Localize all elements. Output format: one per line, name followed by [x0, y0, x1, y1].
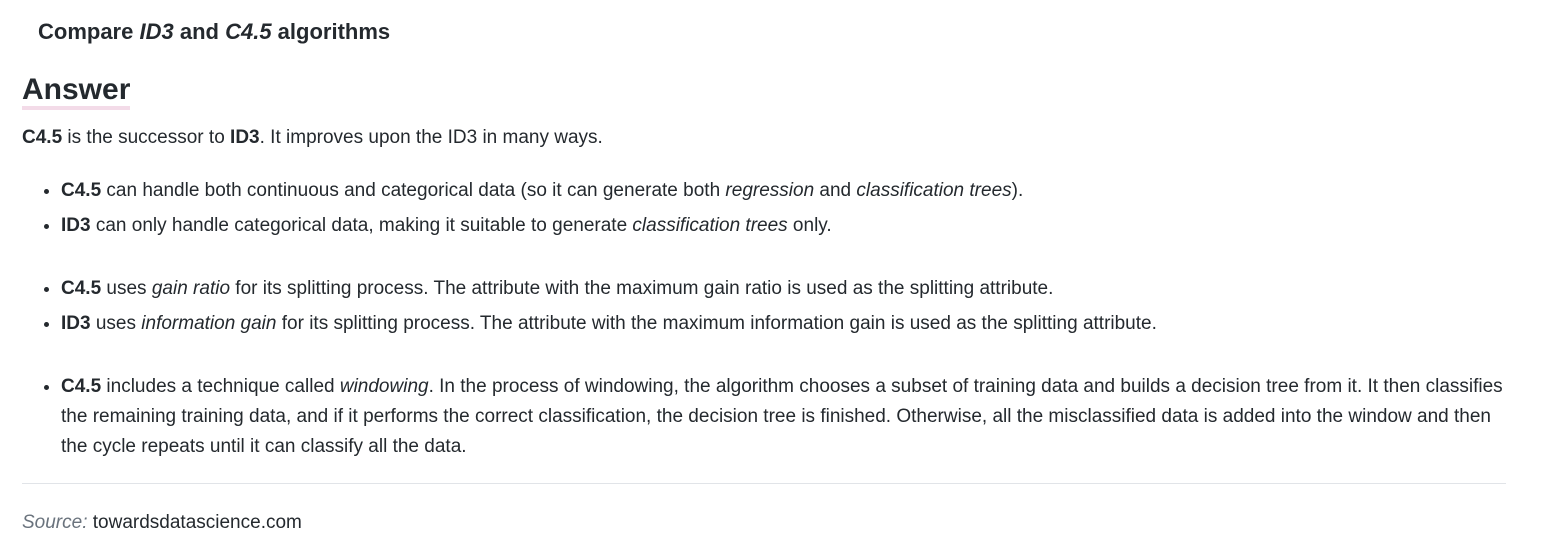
item-text: ). [1011, 180, 1024, 201]
item-text: for its splitting process. The attribute with the maximum gain ratio is used as the splitting attribute. [230, 278, 1054, 299]
intro-paragraph [22, 125, 603, 151]
intro-bold-id3: ID3 [230, 127, 260, 148]
intro-text-1: is the successor to [62, 127, 231, 148]
item-text: uses [90, 313, 142, 334]
question-suffix: algorithms [271, 19, 391, 44]
item-text: for its splitting process. The attribute with the maximum information gain is used as the splitting attribute. [276, 313, 1157, 334]
list-item [61, 173, 1511, 208]
item-algorithm: ID3 [61, 313, 91, 334]
intro-text-2: . It improves upon the ID3 in many ways. [259, 127, 603, 148]
question-middle: and [173, 19, 226, 44]
answer-heading-text: Answer [22, 73, 130, 110]
item-text: . In the process of windowing, the algorithm chooses a subset of training data and builds a decision tree from it. It then classifies the remaining training data, and if it performs the correct classification, the decision tree is finished. Otherwise, all the misclassified data is added into the window and then the cycle repeats until it can classify all the data. [61, 376, 1503, 457]
item-emphasis: gain ratio [151, 278, 231, 299]
item-emphasis: regression [725, 180, 815, 201]
item-algorithm: C4.5 [61, 180, 102, 201]
item-emphasis: windowing [339, 376, 429, 397]
item-text: and [814, 180, 857, 201]
list-item [61, 208, 1511, 243]
question-term-c45: C4.5 [225, 19, 272, 44]
list-item [61, 306, 1511, 341]
question-prefix: Compare [38, 19, 140, 44]
item-algorithm: ID3 [61, 215, 91, 236]
question-term-id3: ID3 [139, 19, 174, 44]
answer-heading [22, 71, 130, 109]
divider [22, 483, 1506, 484]
source-site: towardsdatascience.com [92, 512, 302, 533]
list-item [61, 271, 1511, 306]
source-line [22, 510, 302, 536]
comparison-list-windowing [22, 372, 1511, 462]
item-emphasis: classification trees [632, 215, 788, 236]
item-emphasis: classification trees [856, 180, 1012, 201]
comparison-list-data-types [22, 173, 1511, 243]
item-text: uses [101, 278, 152, 299]
item-algorithm: C4.5 [61, 376, 102, 397]
item-emphasis: information gain [141, 313, 277, 334]
item-text: can only handle categorical data, making it suitable to generate [90, 215, 633, 236]
comparison-list-splitting [22, 271, 1511, 341]
item-text: includes a technique called [101, 376, 340, 397]
question-title [38, 19, 390, 45]
source-label: Source: [22, 512, 88, 533]
item-text: only. [787, 215, 832, 236]
intro-bold-c45: C4.5 [22, 127, 63, 148]
item-algorithm: C4.5 [61, 278, 102, 299]
list-item [61, 372, 1511, 462]
item-text: can handle both continuous and categorical data (so it can generate both [101, 180, 726, 201]
